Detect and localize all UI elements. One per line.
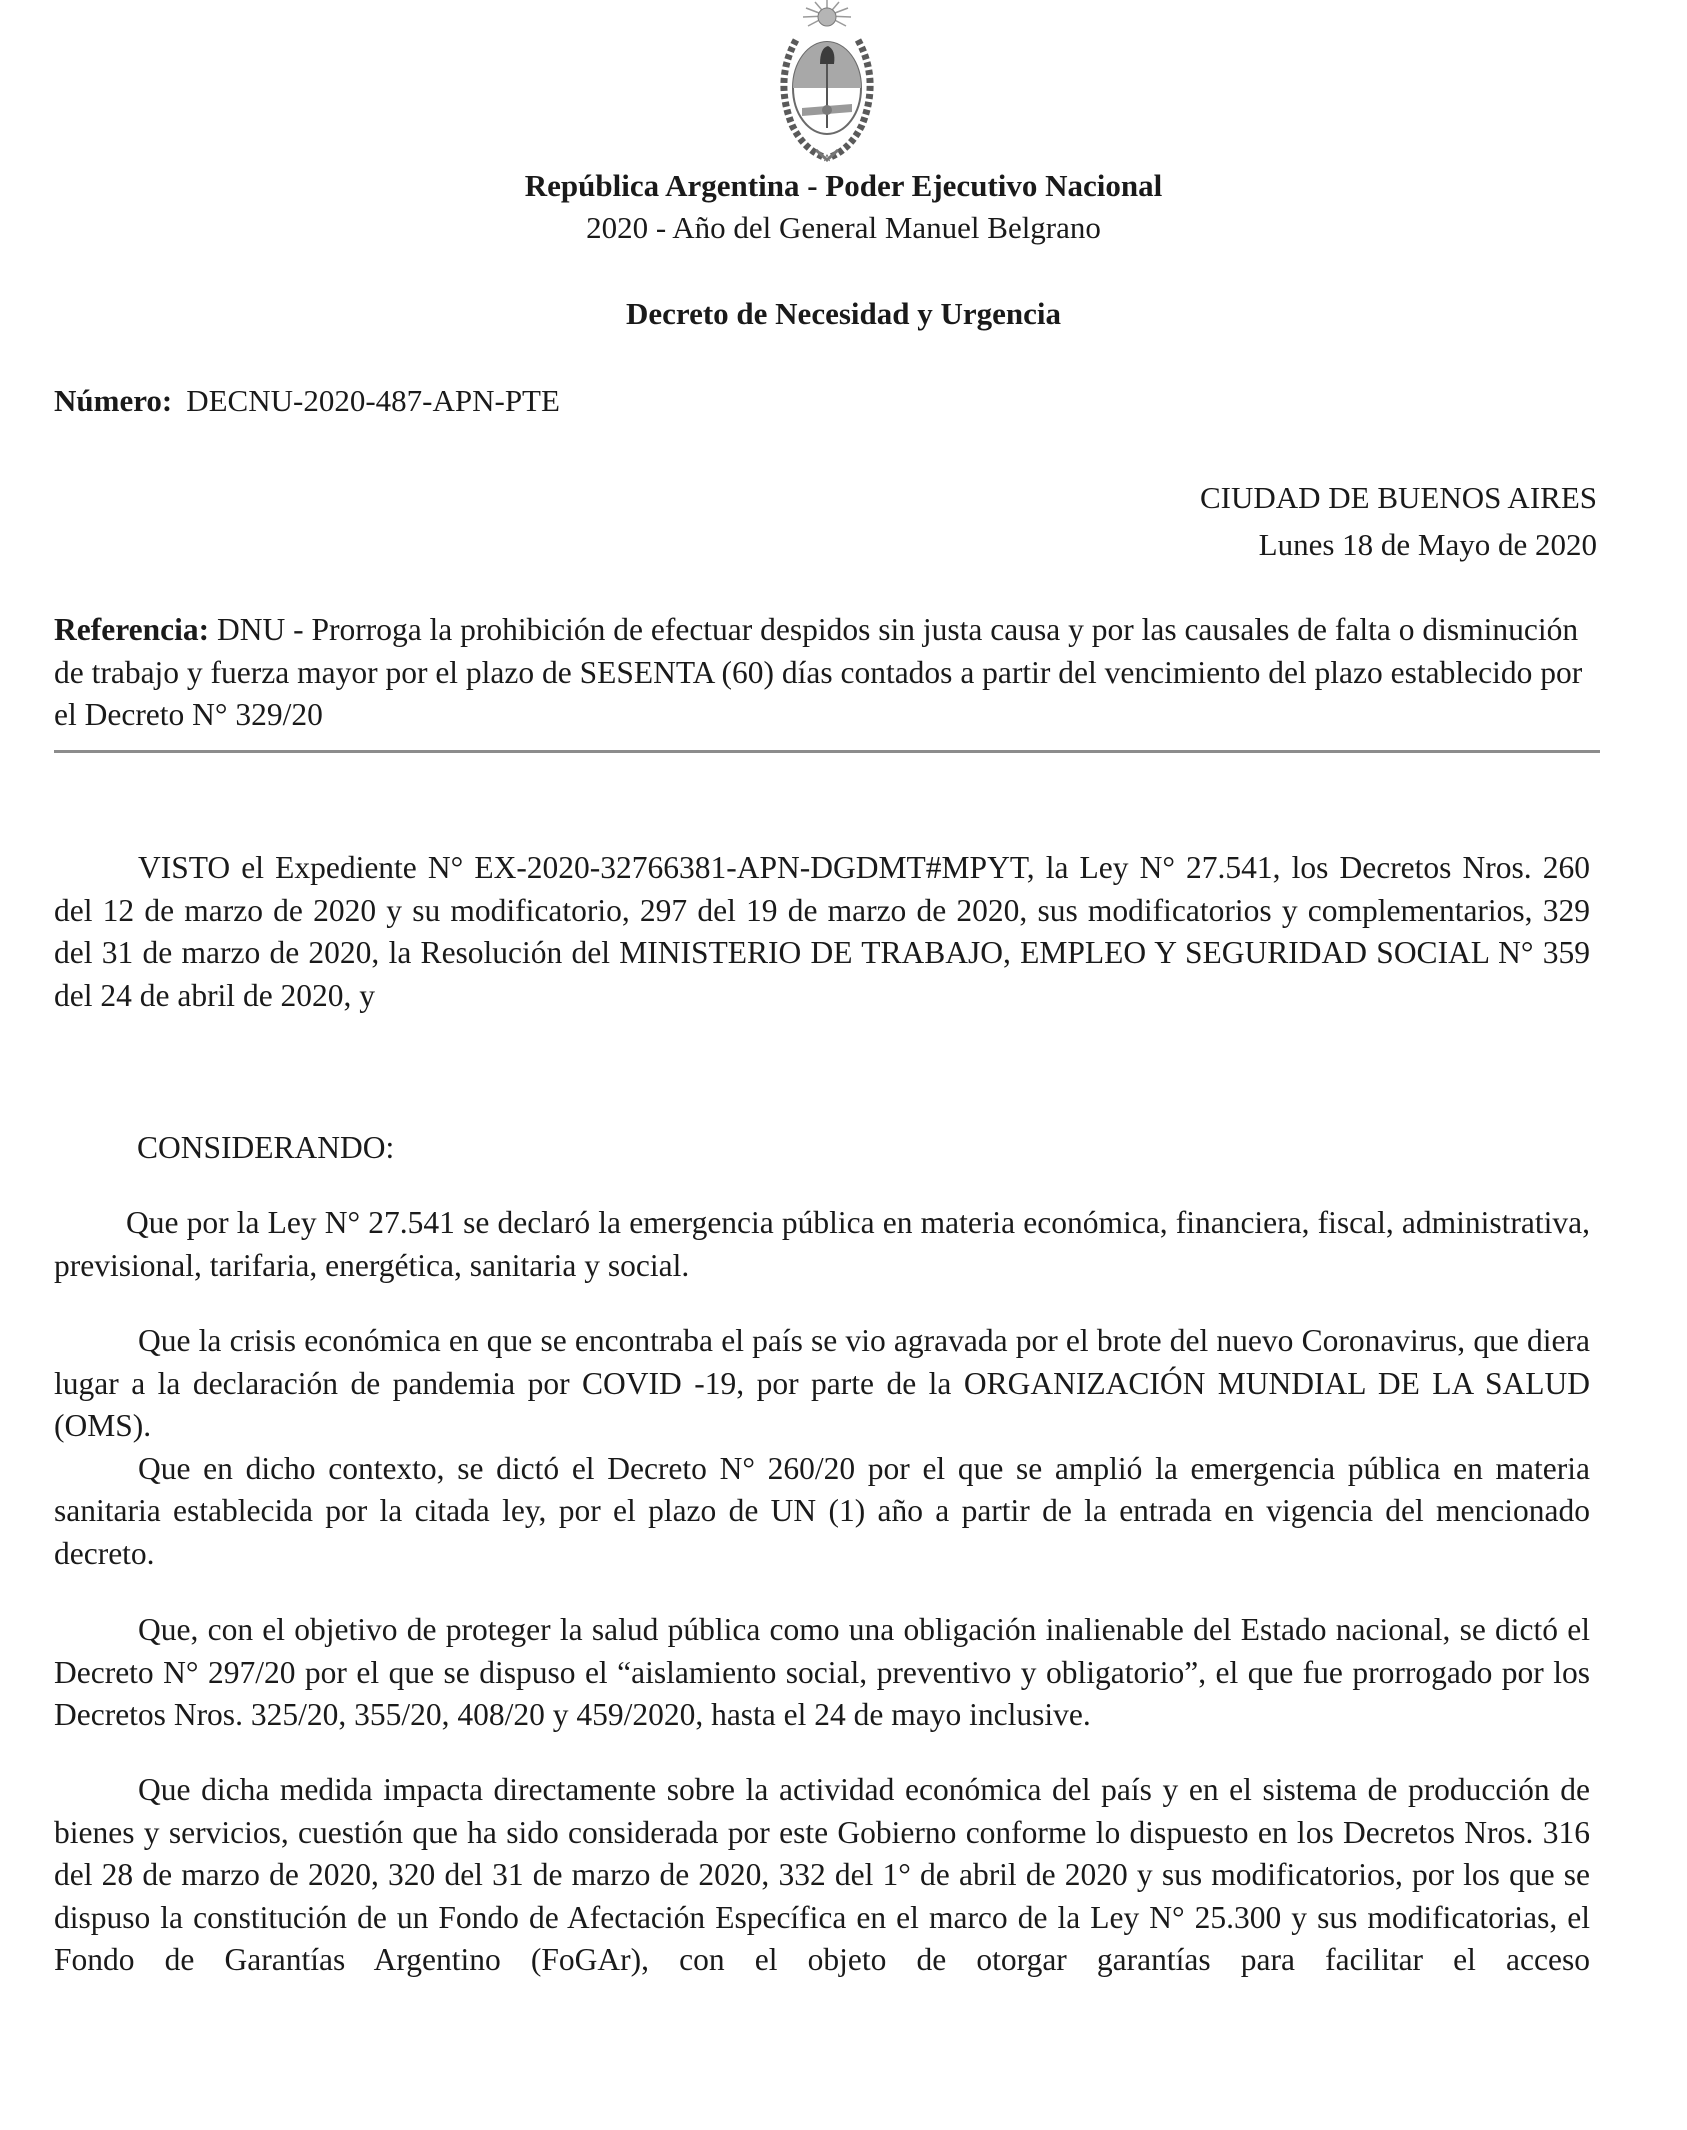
decree-number-value: DECNU-2020-487-APN-PTE bbox=[186, 383, 560, 418]
visto-paragraph: VISTO el Expediente N° EX-2020-32766381-APN-DGDMT#MPYT, la Ley N° 27.541, los Decretos Nros. 260 del 12 de marzo de 2020 y su modificatorio, 297 del 19 de marzo de 2020, sus modificatorios y complementarios, 329 del 31 de marzo de 2020, la Resolución del MINISTERIO DE TRABAJO, EMPLEO Y SEGURIDAD SOCIAL N° 359 del 24 de abril de 2020, y bbox=[54, 850, 1590, 1013]
considerando-paragraph-4 bbox=[54, 1609, 1590, 1737]
document-title: República Argentina - Poder Ejecutivo Nacional bbox=[524, 168, 1163, 203]
city: CIUDAD DE BUENOS AIRES bbox=[1200, 480, 1597, 515]
horizontal-divider bbox=[54, 750, 1600, 753]
paragraph-text: Que en dicho contexto, se dictó el Decreto N° 260/20 por el que se amplió la emergencia pública en materia sanitaria establecida por la citada ley, por el plazo de UN (1) año a partir de la entrada en vigencia del mencionado decreto. bbox=[54, 1450, 1590, 1571]
date: Lunes 18 de Mayo de 2020 bbox=[1258, 527, 1597, 562]
document-subtitle: 2020 - Año del General Manuel Belgrano bbox=[586, 210, 1101, 245]
decree-number bbox=[54, 381, 560, 421]
considerando-paragraph-1 bbox=[54, 1202, 1590, 1287]
visto-section bbox=[54, 847, 1590, 1017]
paragraph-text: Que la crisis económica en que se encontraba el país se vio agravada por el brote del nuevo Coronavirus, que diera lugar a la declaración de pandemia por COVID -19, por parte de la ORGANIZACIÓN MUNDIAL DE LA SALUD (OMS). bbox=[54, 1323, 1590, 1444]
considerando-paragraph-2-3 bbox=[54, 1320, 1590, 1576]
reference-label: Referencia: bbox=[54, 612, 210, 647]
considerando-heading: CONSIDERANDO: bbox=[137, 1130, 395, 1165]
coat-of-arms-icon bbox=[768, 0, 886, 165]
decree-number-label: Número: bbox=[54, 383, 173, 418]
paragraph-text: Que dicha medida impacta directamente sobre la actividad económica del país y en el sistema de producción de bienes y servicios, cuestión que ha sido considerada por este Gobierno conforme lo dispuesto en los Decretos Nros. 316 del 28 de marzo de 2020, 320 del 31 de marzo de 2020, 332 del 1° de abril de 2020 y sus modificatorios, por los que se dispuso la constitución de un Fondo de Afectación Específica en el marco de la Ley N° 25.300 y sus modificatorias, el Fondo de Garantías Argentino (FoGAr), con el objeto de otorgar garantías para facilitar el acceso bbox=[54, 1772, 1590, 1978]
paragraph-text: Que, con el objetivo de proteger la salud pública como una obligación inalienable del Estado nacional, se dictó el Decreto N° 297/20 por el que se dispuso el “aislamiento social, preventivo y obligatorio”, el que fue prorrogado por los Decretos Nros. 325/20, 355/20, 408/20 y 459/2020, hasta el 24 de mayo inclusive. bbox=[54, 1612, 1590, 1733]
reference-section bbox=[54, 609, 1590, 737]
document-type: Decreto de Necesidad y Urgencia bbox=[625, 296, 1062, 331]
place-date bbox=[1200, 474, 1597, 568]
paragraph-text: Que por la Ley N° 27.541 se declaró la emergencia pública en materia económica, financiera, fiscal, administrativa, previsional, tarifaria, energética, sanitaria y social. bbox=[54, 1205, 1590, 1283]
considerando-paragraph-5 bbox=[54, 1769, 1590, 1982]
reference-text: DNU - Prorroga la prohibición de efectuar despidos sin justa causa y por las causales de falta o disminución de trabajo y fuerza mayor por el plazo de SESENTA (60) días contados a partir del vencimiento del plazo establecido por el Decreto N° 329/20 bbox=[54, 612, 1583, 733]
